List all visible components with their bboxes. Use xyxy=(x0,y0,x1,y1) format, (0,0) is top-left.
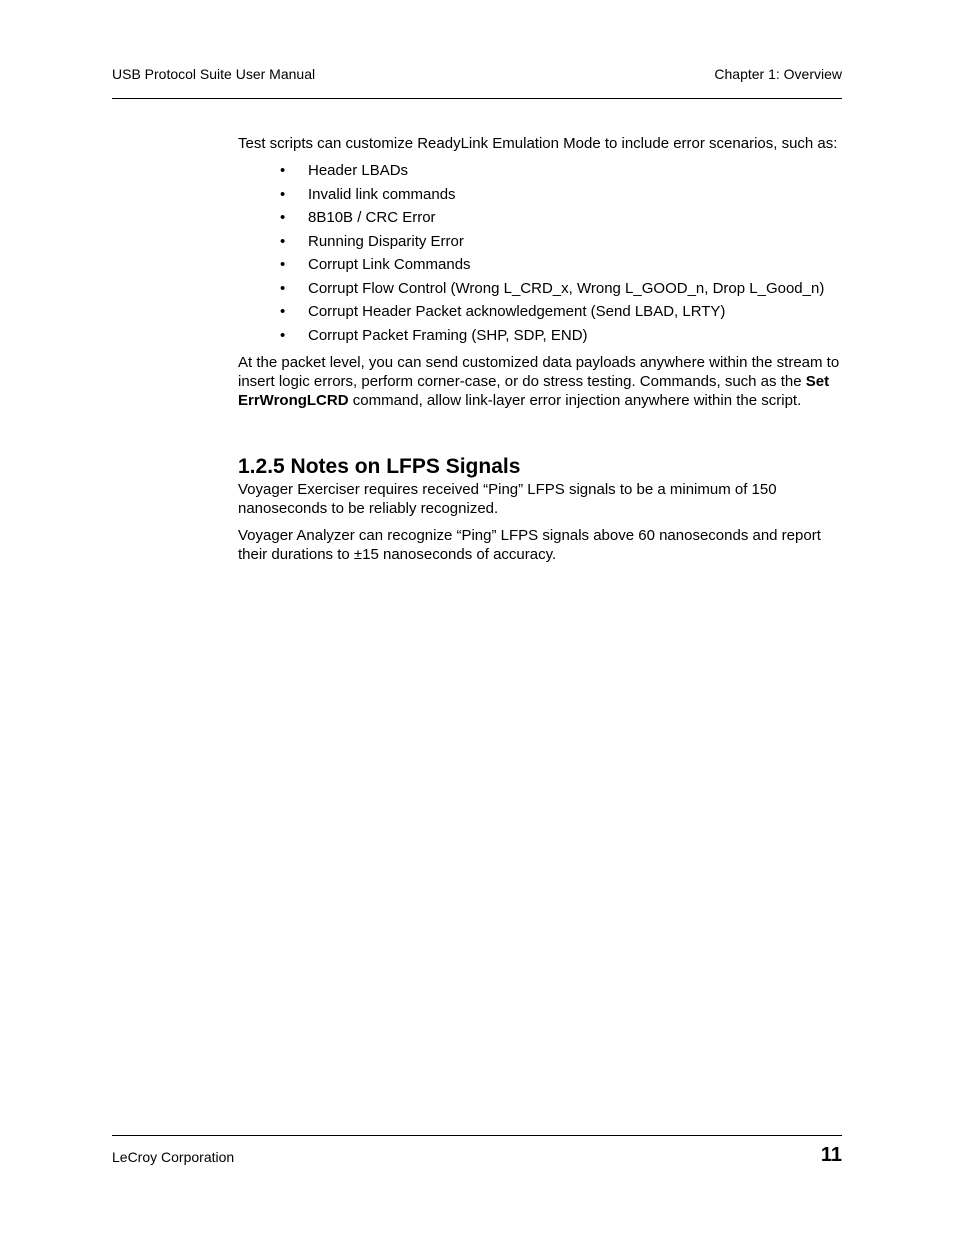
page-number: 11 xyxy=(820,1144,842,1166)
page-header xyxy=(112,64,842,99)
list-item: • Header LBADs xyxy=(280,162,409,179)
page-content xyxy=(238,134,844,572)
bullet-icon: • xyxy=(280,303,286,320)
bullet-icon: • xyxy=(280,209,286,226)
manual-title: USB Protocol Suite User Manual xyxy=(112,66,316,82)
bullet-icon: • xyxy=(280,162,286,179)
section-heading: 1.2.5 Notes on LFPS Signals xyxy=(238,455,521,478)
list-item: • Corrupt Packet Framing (SHP, SDP, END) xyxy=(280,326,588,344)
list-item: • Corrupt Link Commands xyxy=(280,256,471,273)
list-item: • Invalid link commands xyxy=(280,185,456,203)
list-item: • Corrupt Header Packet acknowledgement (Send LBAD, LRTY) xyxy=(280,303,726,320)
error-scenario-list xyxy=(238,161,844,349)
company-name: LeCroy Corporation xyxy=(112,1149,235,1165)
exerciser-paragraph: Voyager Exerciser requires received “Ping” LFPS signals to be a minimum of 150 nanoseconds to be reliably recognized. xyxy=(238,481,777,517)
bullet-icon: • xyxy=(280,279,286,297)
bullet-icon: • xyxy=(280,256,286,273)
list-item: • Running Disparity Error xyxy=(280,232,464,250)
bullet-icon: • xyxy=(280,232,286,250)
bullet-icon: • xyxy=(280,326,286,344)
packet-level-paragraph: At the packet level, you can send customized data payloads anywhere within the stream to insert logic errors, perform corner-case, or do stress testing. Commands, such as the Set ErrWrongLCRD command, allow link-layer error injection anywhere within the script. xyxy=(238,354,840,409)
list-item: • 8B10B / CRC Error xyxy=(280,209,436,226)
list-item: • Corrupt Flow Control (Wrong L_CRD_x, Wrong L_GOOD_n, Drop L_Good_n) xyxy=(280,279,825,297)
command-name: Set ErrWrongLCRD xyxy=(238,373,830,409)
intro-paragraph: Test scripts can customize ReadyLink Emulation Mode to include error scenarios, such as: xyxy=(238,135,838,152)
analyzer-paragraph: Voyager Analyzer can recognize “Ping” LFPS signals above 60 nanoseconds and report their durations to ±15 nanoseconds of accuracy. xyxy=(238,527,821,563)
page-footer xyxy=(112,1135,842,1176)
chapter-title: Chapter 1: Overview xyxy=(714,66,842,82)
bullet-icon: • xyxy=(280,185,286,203)
